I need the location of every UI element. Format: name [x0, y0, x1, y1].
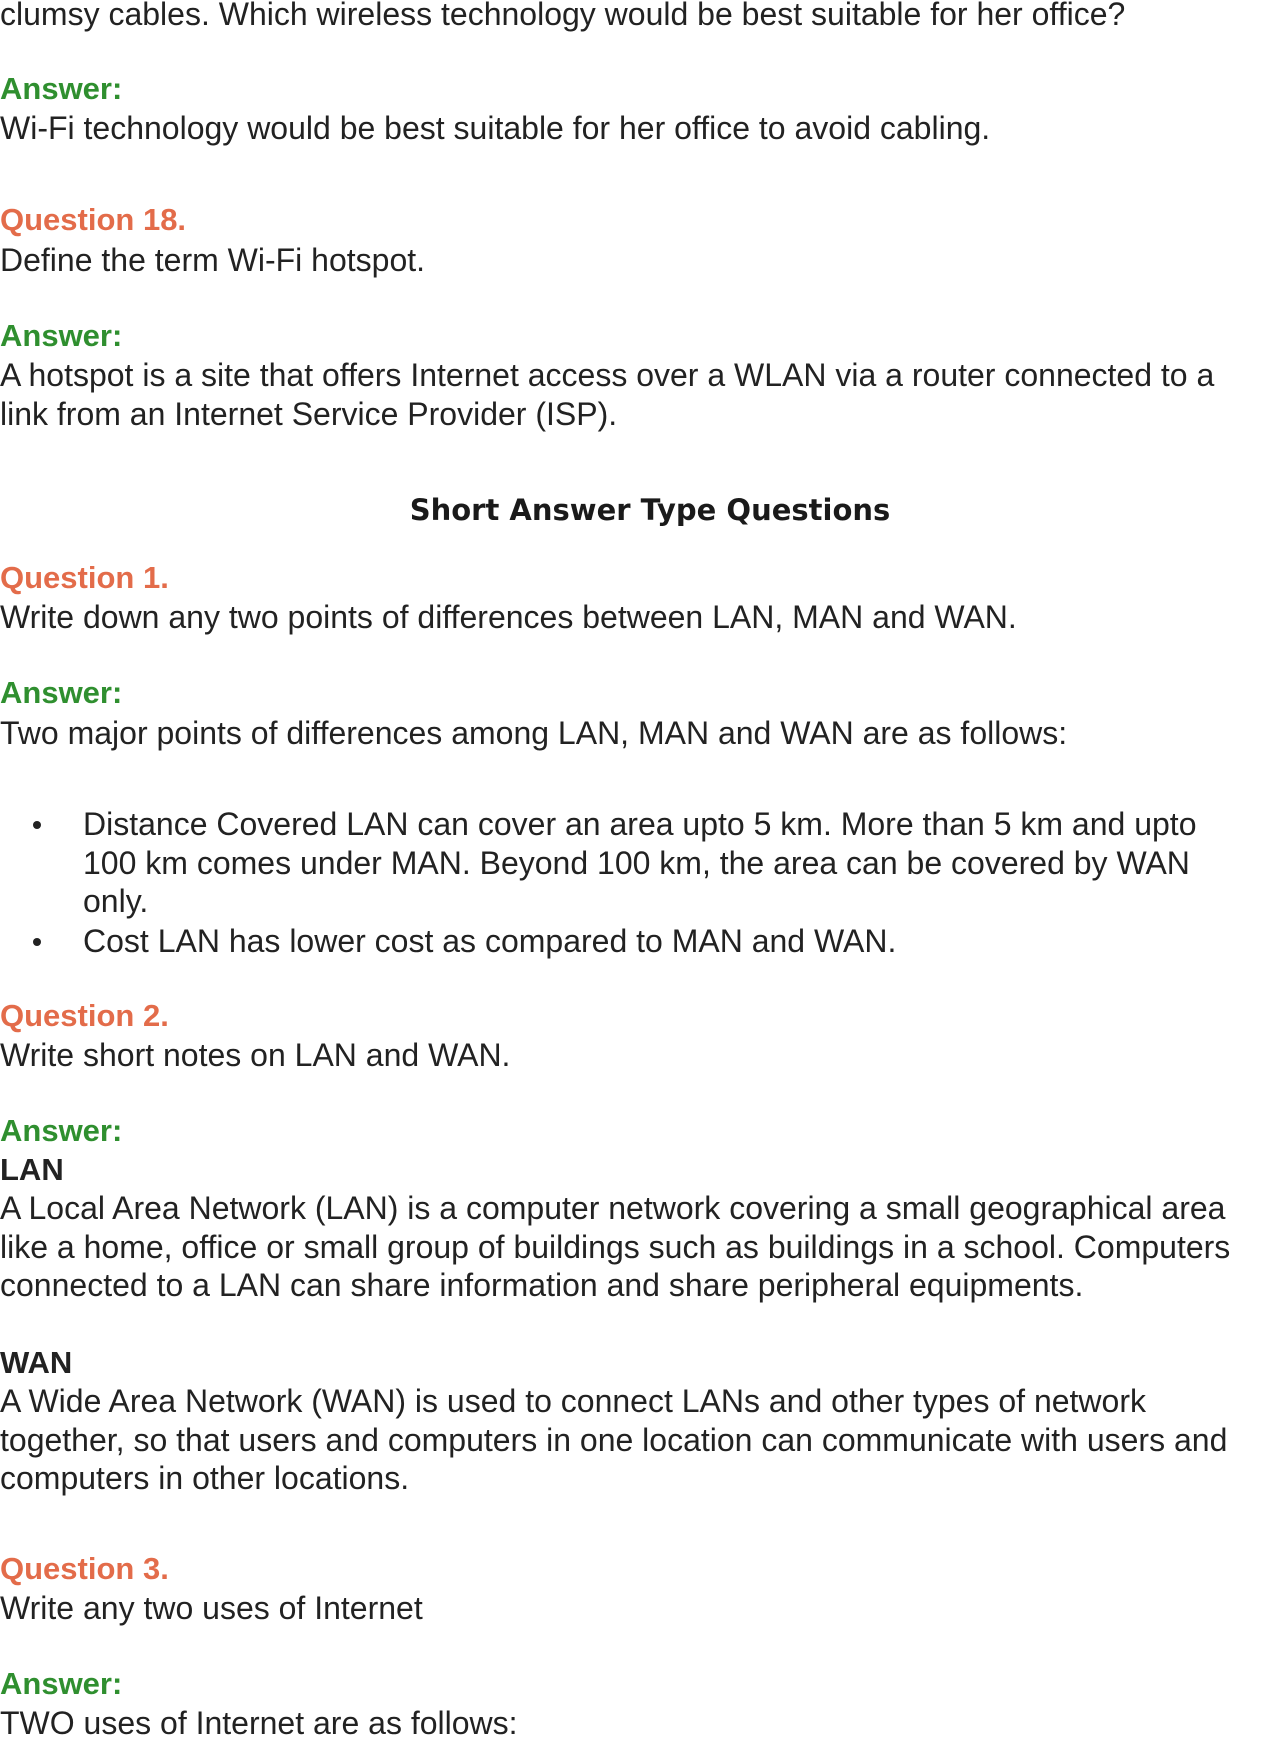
bullet-1-line-2: 100 km comes under MAN. Beyond 100 km, the area can be covered by WAN — [83, 845, 1190, 881]
short-question-3-text: Write any two uses of Internet — [0, 1590, 423, 1626]
wan-line-3: computers in other locations. — [0, 1460, 410, 1496]
answer-17-label: Answer: — [0, 71, 123, 106]
short-question-1-text: Write down any two points of differences between LAN, MAN and WAN. — [0, 599, 1017, 635]
wan-line-1: A Wide Area Network (WAN) is used to connect LANs and other types of network — [0, 1383, 1146, 1419]
lan-line-1: A Local Area Network (LAN) is a computer network covering a small geographical area — [0, 1190, 1226, 1226]
short-answer-3-label: Answer: — [0, 1666, 123, 1701]
wan-line-2: together, so that users and computers in one location can communicate with users and — [0, 1422, 1228, 1458]
lan-line-2: like a home, office or small group of buildings such as buildings in a school. Computers — [0, 1229, 1231, 1265]
bullet-2-line-1: Cost LAN has lower cost as compared to MAN and WAN. — [83, 923, 897, 959]
bullet-1-line-3: only. — [83, 883, 149, 919]
short-answer-2-label: Answer: — [0, 1113, 123, 1148]
short-question-2-label: Question 2. — [0, 998, 169, 1033]
short-question-3-label: Question 3. — [0, 1551, 169, 1586]
bullet-2-dot — [33, 938, 41, 946]
answer-18-line-1: A hotspot is a site that offers Internet access over a WLAN via a router connected to a — [0, 357, 1215, 393]
question-18-label: Question 18. — [0, 202, 187, 237]
section-title: Short Answer Type Questions — [409, 493, 891, 527]
answer-18-line-2: link from an Internet Service Provider (ISP). — [0, 396, 618, 432]
bullet-1-dot — [33, 821, 41, 829]
answer-18-label: Answer: — [0, 318, 123, 353]
short-answer-3-intro: TWO uses of Internet are as follows: — [0, 1705, 518, 1741]
question-18-text: Define the term Wi-Fi hotspot. — [0, 242, 426, 278]
lan-heading: LAN — [0, 1152, 64, 1187]
short-answer-1-label: Answer: — [0, 675, 123, 710]
short-question-1-label: Question 1. — [0, 560, 169, 595]
answer-17-text: Wi-Fi technology would be best suitable for her office to avoid cabling. — [0, 110, 991, 146]
short-answer-1-intro: Two major points of differences among LAN, MAN and WAN are as follows: — [0, 715, 1068, 751]
wan-heading: WAN — [0, 1345, 73, 1380]
question-17-text-tail: clumsy cables. Which wireless technology would be best suitable for her office? — [0, 0, 1126, 32]
bullet-1-line-1: Distance Covered LAN can cover an area upto 5 km. More than 5 km and upto — [83, 806, 1197, 842]
lan-line-3: connected to a LAN can share information and share peripheral equipments. — [0, 1267, 1084, 1303]
short-question-2-text: Write short notes on LAN and WAN. — [0, 1037, 511, 1073]
